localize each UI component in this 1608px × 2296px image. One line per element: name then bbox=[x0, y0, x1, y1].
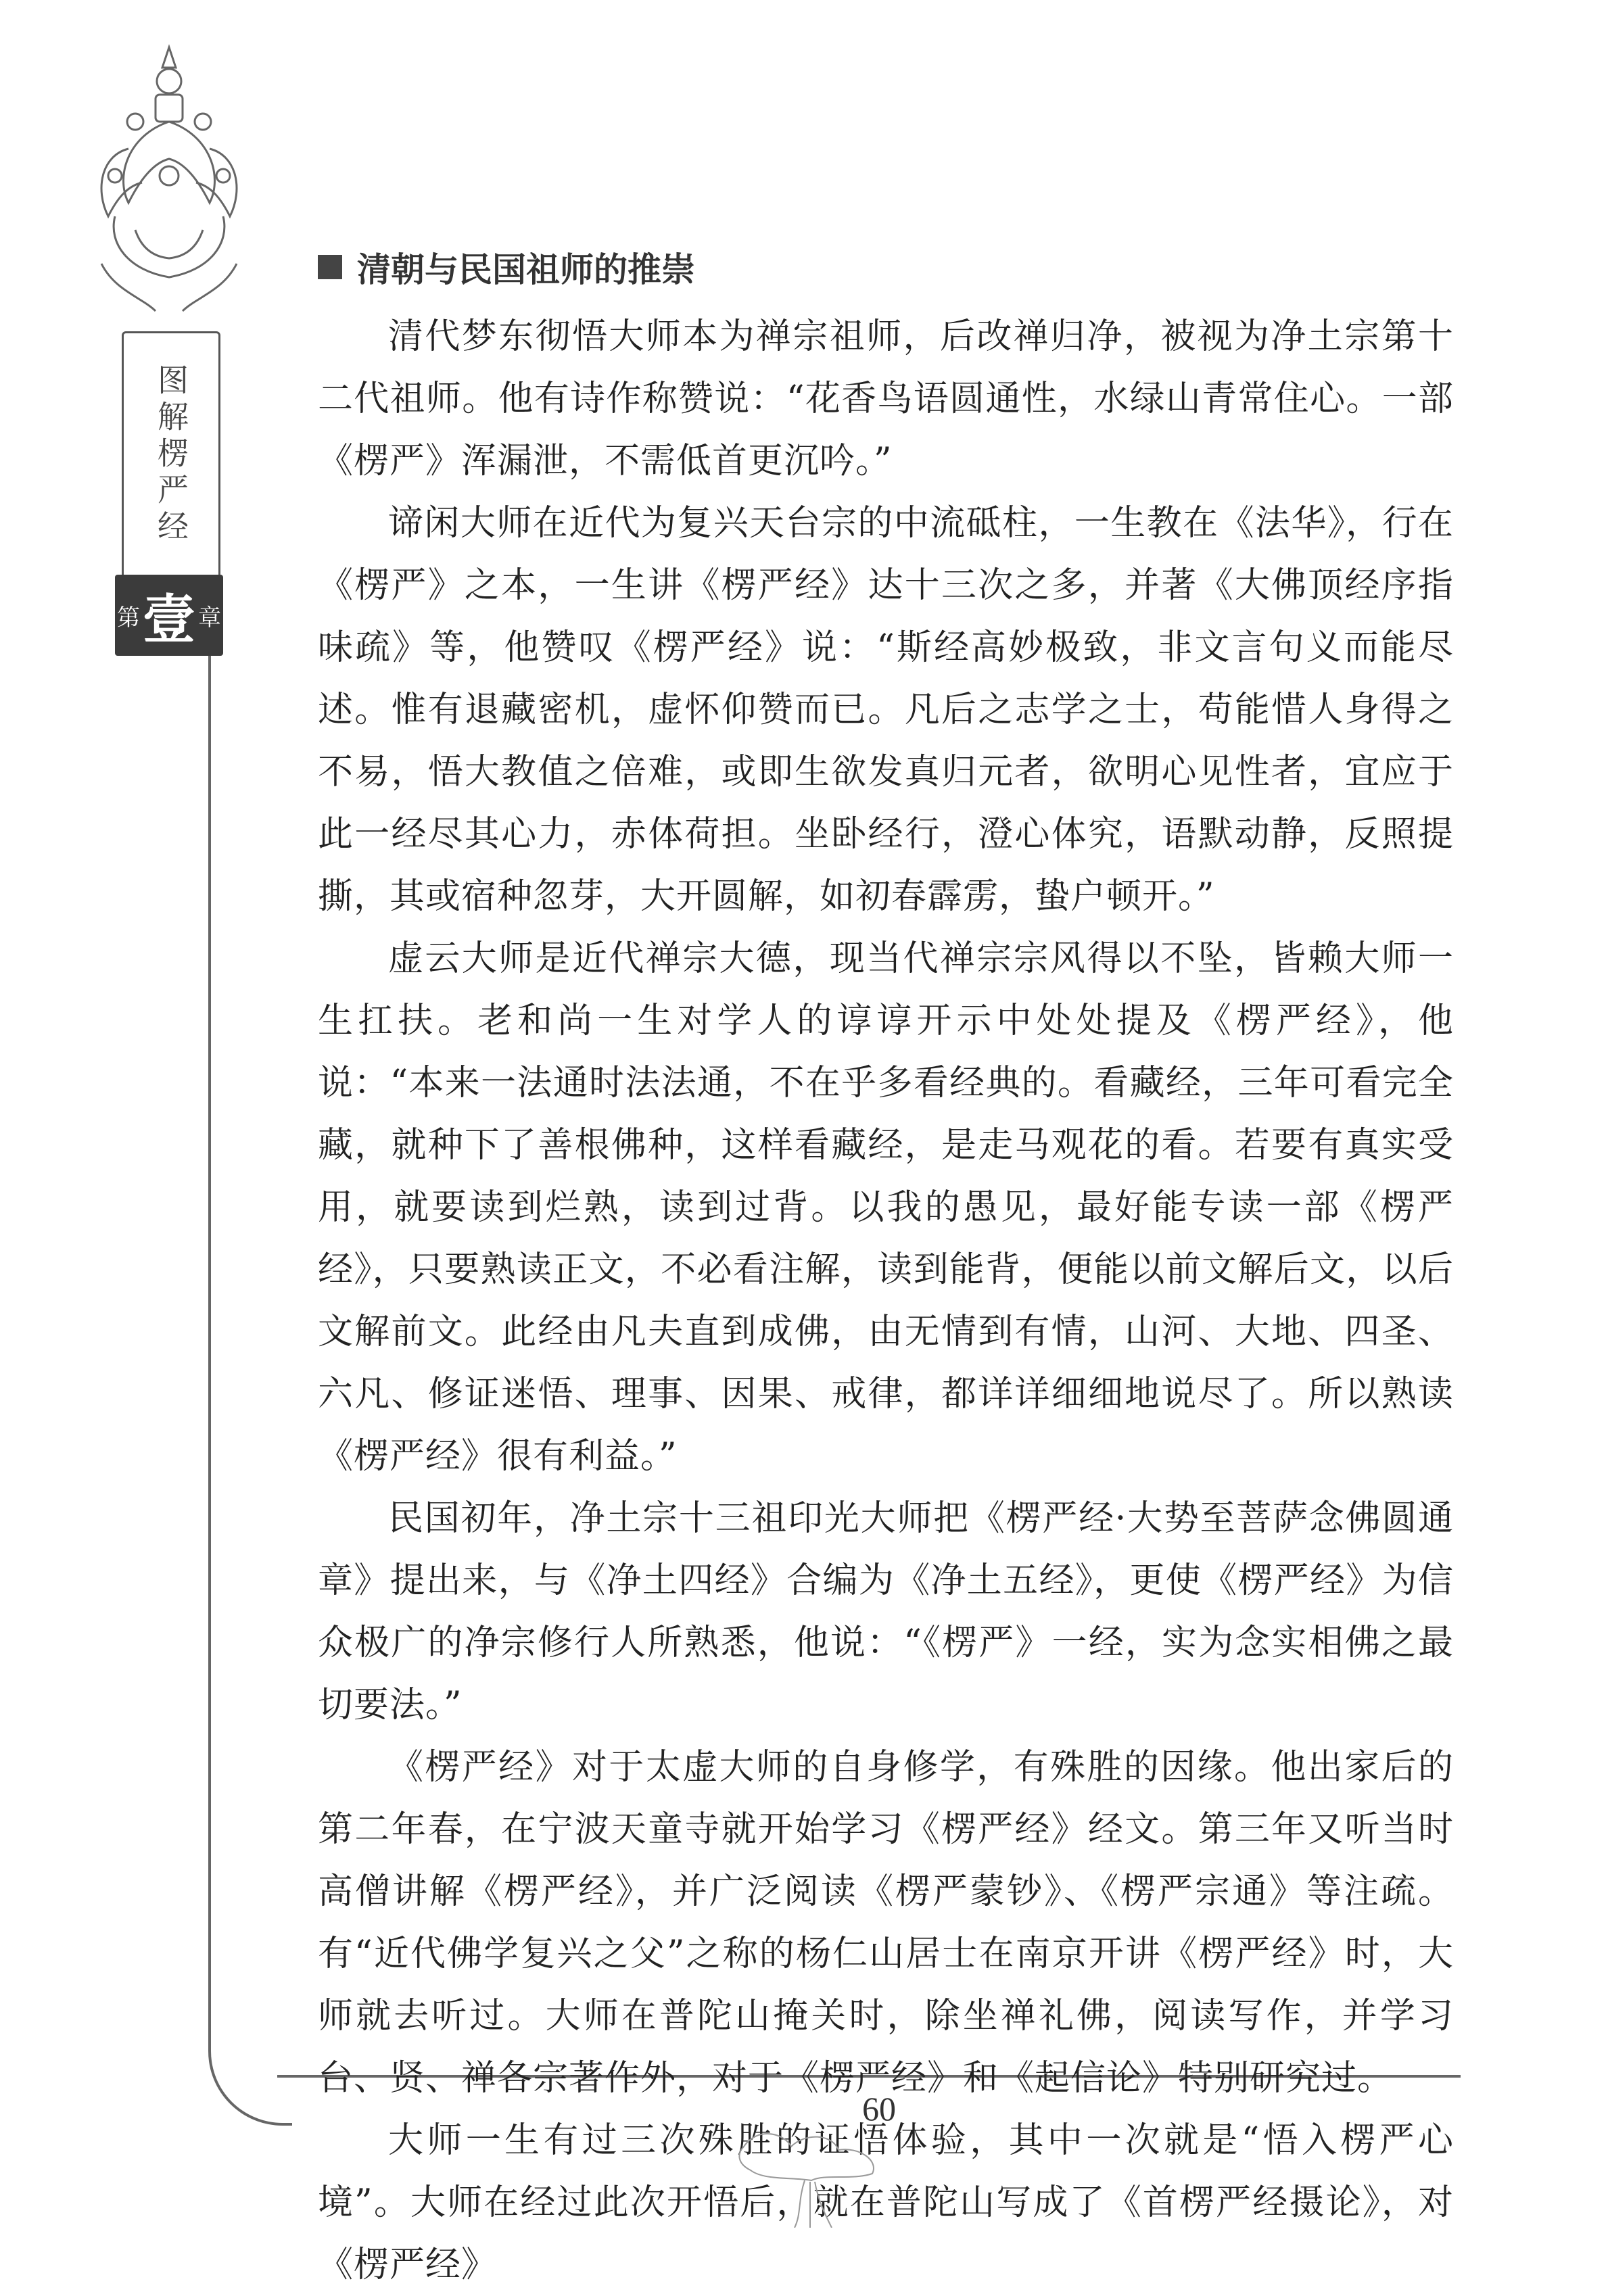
section-heading bbox=[318, 243, 1454, 291]
paragraph: 《楞严经》对于太虚大师的自身修学，有殊胜的因缘。他出家后的第二年春，在宁波天童寺就开始学习《楞严经》经文。第三年又听当时高僧讲解《楞严经》，并广泛阅读《楞严蒙钞》、《楞严宗通》等注疏。有“近代佛学复兴之父”之称的杨仁山居士在南京开讲《楞严经》时，大师就去听过。大师在普陀山掩关时，除坐禅礼佛，阅读写作，并学习台、贤、禅各宗著作外，对于《楞严经》和《起信论》特别研究过。 bbox=[318, 1747, 1454, 2099]
square-bullet-icon bbox=[318, 255, 342, 279]
chapter-prefix: 第 bbox=[116, 604, 140, 631]
sidebar bbox=[88, 41, 250, 2096]
page-number: 60 bbox=[862, 2090, 896, 2128]
paragraph: 谛闲大师在近代为复兴天台宗的中流砥柱，一生教在《法华》，行在《楞严》之本，一生讲《楞严经》达十三次之多，并著《大佛顶经序指味疏》等，他赞叹《楞严经》说：“斯经高妙极致，非文言句义而能尽述。惟有退藏密机，虚怀仰赞而已。凡后之志学之士，苟能惜人身得之不易，悟大教值之倍难，或即生欲发真归元者，欲明心见性者，宜应于此一经尽其心力，赤体荷担。坐卧经行，澄心体究，语默动静，反照提撕，其或宿种忽芽，大开圆解，如初春霹雳，蛰户顿开。” bbox=[318, 503, 1454, 917]
chapter-tab bbox=[115, 575, 223, 656]
paragraph: 大师一生有过三次殊胜的证悟体验，其中一次就是“悟入楞严心境”。大师在经过此次开悟后，就在普陀山写成了《首楞严经摄论》，对《楞严经》 bbox=[318, 2120, 1454, 2285]
paragraph: 民国初年，净土宗十三祖印光大师把《楞严经·大势至菩萨念佛圆通章》提出来，与《净土四经》合编为《净土五经》，更使《楞严经》为信众极广的净宗修行人所熟悉，他说：“《楞严》一经，实为念实相佛之最切要法。” bbox=[318, 1498, 1454, 1725]
chapter-number: 壹 bbox=[142, 590, 195, 650]
sidebar-border-line bbox=[208, 656, 292, 2126]
lotus-ornament-icon bbox=[88, 41, 250, 325]
book-title-label bbox=[122, 331, 220, 579]
main-content bbox=[318, 243, 1454, 2296]
paragraph: 虚云大师是近代禅宗大德，现当代禅宗宗风得以不坠，皆赖大师一生扛扶。老和尚一生对学人的谆谆开示中处处提及《楞严经》，他说：“本来一法通时法法通，不在乎多看经典的。看藏经，三年可看完全藏，就种下了善根佛种，这样看藏经，是走马观花的看。若要有真实受用，就要读到烂熟，读到过背。以我的愚见，最好能专读一部《楞严经》，只要熟读正文，不必看注解，读到能背，便能以前文解后文，以后文解前文。此经由凡夫直到成佛，由无情到有情，山河、大地、四圣、六凡、修证迷悟、理事、因果、戒律，都详详细细地说尽了。所以熟读《楞严经》很有利益。” bbox=[318, 938, 1454, 1477]
section-title-text: 清朝与民国祖师的推崇 bbox=[357, 250, 695, 289]
chapter-suffix: 章 bbox=[198, 604, 221, 631]
paragraph: 清代梦东彻悟大师本为禅宗祖师，后改禅归净，被视为净土宗第十二代祖师。他有诗作称赞说：“花香鸟语圆通性，水绿山青常住心。一部《楞严》浑漏泄，不需低首更沉吟。” bbox=[318, 316, 1454, 481]
book-title-text: 图解楞严经 bbox=[153, 364, 189, 546]
